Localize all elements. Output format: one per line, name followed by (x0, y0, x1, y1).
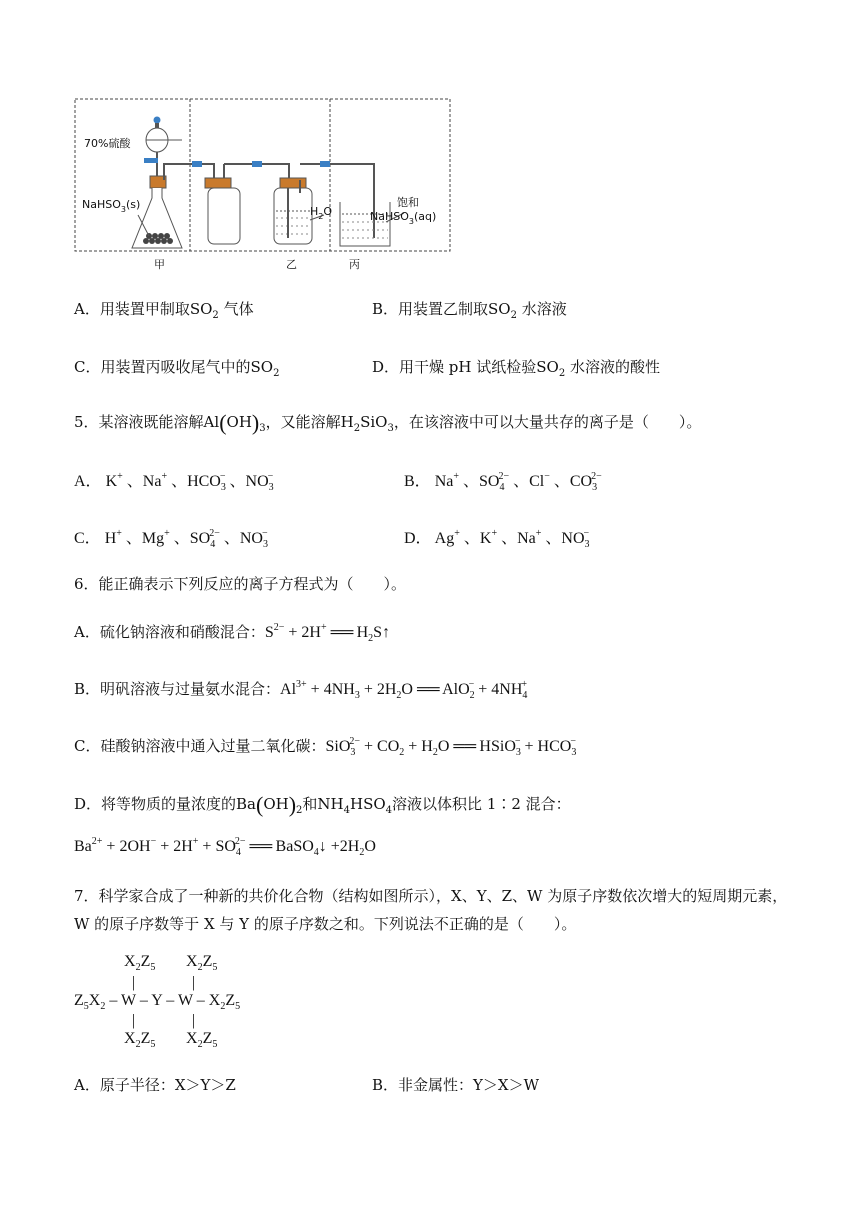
q5-option-d: D． Ag+ 、K+ 、Na+ 、$NO_3^-$ (404, 528, 590, 550)
q4-option-c: C．用装置丙吸收尾气中的$SO_2$ (74, 358, 280, 379)
q7-stem-line1: 7．科学家合成了一种新的共价化合物（结构如图所示），X、Y、Z、W 为原子序数依次增大的短周期元素， (74, 887, 788, 905)
section-label-jia: 甲 (154, 258, 165, 271)
q5-option-a: A． K+ 、Na+ 、$HCO_3^-$ 、$NO_3^-$ (74, 471, 274, 493)
q4-option-d: D．用干燥 pH 试纸检验$SO_2$ 水溶液的酸性 (372, 358, 660, 379)
label-acid: 70%硫酸 (84, 137, 131, 150)
section-label-yi: 乙 (286, 258, 297, 271)
q7-option-a: A．原子半径：X＞Y＞Z (74, 1076, 236, 1094)
q6-option-b: B．明矾溶液与过量氨水混合：$Al^{3+} + 4NH_3 + 2H_2O$ ══ $AlO_2^- + 4NH_4^+$ (74, 679, 528, 701)
section-label-bing: 丙 (349, 258, 360, 271)
label-solution: NaHSO$_3$(aq) (370, 210, 437, 226)
q4-option-a: A．用装置甲制取$SO_2$ 气体 (74, 300, 254, 321)
q6-option-d: D．将等物质的量浓度的$Ba(OH)_2$和$NH_4HSO_4$溶液以体积比 1∶2 混合： (74, 792, 571, 817)
q6-stem: 6．能正确表示下列反应的离子方程式为（ ）。 (74, 575, 407, 593)
label-saturated: 饱和 (397, 196, 419, 209)
q7-stem-line2: W 的原子序数等于 X 与 Y 的原子序数之和。下列说法不正确的是（ ）。 (74, 915, 577, 933)
apparatus-drawing (74, 98, 452, 274)
q5-stem: 5．某溶液既能溶解$Al(OH)_3$，又能溶解$H_2SiO_3$，在该溶液中可以大量共存的离子是（ ）。 (74, 410, 702, 435)
q5-option-c: C． H+ 、Mg+ 、$SO_4^{2-}$ 、$NO_3^-$ (74, 528, 268, 550)
q7-option-b: B．非金属性：Y＞X＞W (372, 1076, 540, 1094)
apparatus-figure (74, 98, 452, 274)
q6-option-d-equation: $Ba^{2+} + 2OH^- + 2H^+ + SO_4^{2-}$ ══ BaSO$_4$↓ $+2H_2O$ (74, 836, 376, 858)
label-water: $H_2O$ (310, 205, 333, 221)
q6-option-a: A．硫化钠溶液和硝酸混合：$S^{2-} + 2H^+$ ══ $H_2S↑$ (74, 622, 391, 644)
q5-option-b: B． Na+ 、$SO_4^{2-}$ 、Cl− 、$CO_3^{2-}$ (404, 471, 602, 493)
q7-structure: $X_2Z_5$ $X_2Z_5$ | | $Z_5X_2$ – W – Y – W – $X_2Z_5$ | | $X_2Z_5$ $X_2Z_5$ (74, 953, 241, 1050)
label-solid: NaHSO$_3$(s) (82, 198, 141, 214)
q6-option-c: C．硅酸钠溶液中通入过量二氧化碳：$SiO_3^{2-} + CO_2 + H_2O$ ══ HSiO$_3$− + $HCO_3^-$ (74, 736, 577, 758)
q4-option-b: B．用装置乙制取$SO_2$ 水溶液 (372, 300, 567, 321)
